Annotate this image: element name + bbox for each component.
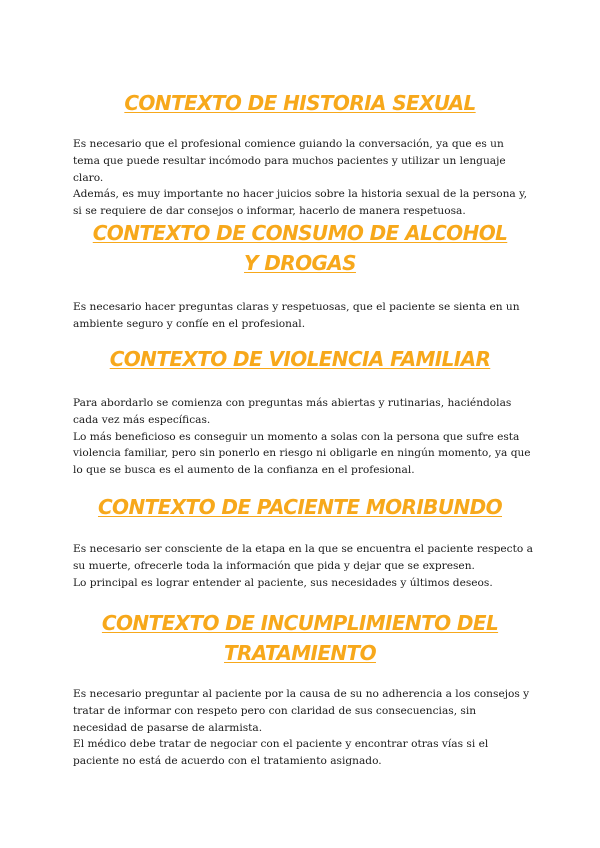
paragraph: Lo principal es lograr entender al paciente, sus necesidades y últimos deseos. — [73, 576, 493, 589]
paragraph: Es necesario que el profesional comience guiando la conversación, ya que es un tema que puede resultar incómodo para muchos pacientes y utilizar un lenguaje claro. — [73, 138, 506, 184]
section-title-historia-sexual: CONTEXTO DE HISTORIA SEXUAL — [124, 91, 476, 115]
paragraph: Es necesario hacer preguntas claras y respetuosas, que el paciente se sienta en un ambiente seguro y confíe en el profesional. — [73, 301, 520, 330]
section-body-incumplimiento-tratamiento — [73, 686, 533, 770]
paragraph: Lo más beneficioso es conseguir un momento a solas con la persona que sufre esta violencia familiar, pero sin ponerlo en riesgo ni obligarle en ningún momento, ya que lo que se busca es el aumento de la confianza en el profesional. — [73, 430, 531, 477]
section-body-violencia-familiar — [73, 395, 533, 479]
section-body-paciente-moribundo — [73, 541, 533, 591]
section-title-incumplimiento-tratamiento: CONTEXTO DE INCUMPLIMIENTO DEL TRATAMIENTO — [101, 611, 499, 665]
paragraph: Es necesario preguntar al paciente por la causa de su no adherencia a los consejos y tratar de informar con respeto pero con claridad de sus consecuencias, sin necesidad de pasarse de alarmista. — [73, 688, 530, 734]
paragraph: El médico debe tratar de negociar con el paciente y encontrar otras vías si el paciente no está de acuerdo con el tratamiento asignado. — [73, 738, 489, 768]
section-title-alcohol-drogas: CONTEXTO DE CONSUMO DE ALCOHOL Y DROGAS — [92, 221, 508, 275]
paragraph: Para abordarlo se comienza con preguntas más abiertas y rutinarias, haciéndolas cada vez más específicas. — [73, 397, 512, 426]
paragraph: Es necesario ser consciente de la etapa en la que se encuentra el paciente respecto a su muerte, ofrecerle toda la información que pida y dejar que se expresen. — [73, 543, 533, 572]
section-body-historia-sexual — [73, 136, 533, 220]
section-title-paciente-moribundo: CONTEXTO DE PACIENTE MORIBUNDO — [97, 495, 503, 519]
section-body-alcohol-drogas — [73, 299, 533, 333]
paragraph: Además, es muy importante no hacer juicios sobre la historia sexual de la persona y, si se requiere de dar consejos o informar, hacerlo de manera respetuosa. — [73, 188, 528, 218]
section-title-violencia-familiar: CONTEXTO DE VIOLENCIA FAMILIAR — [109, 347, 491, 371]
